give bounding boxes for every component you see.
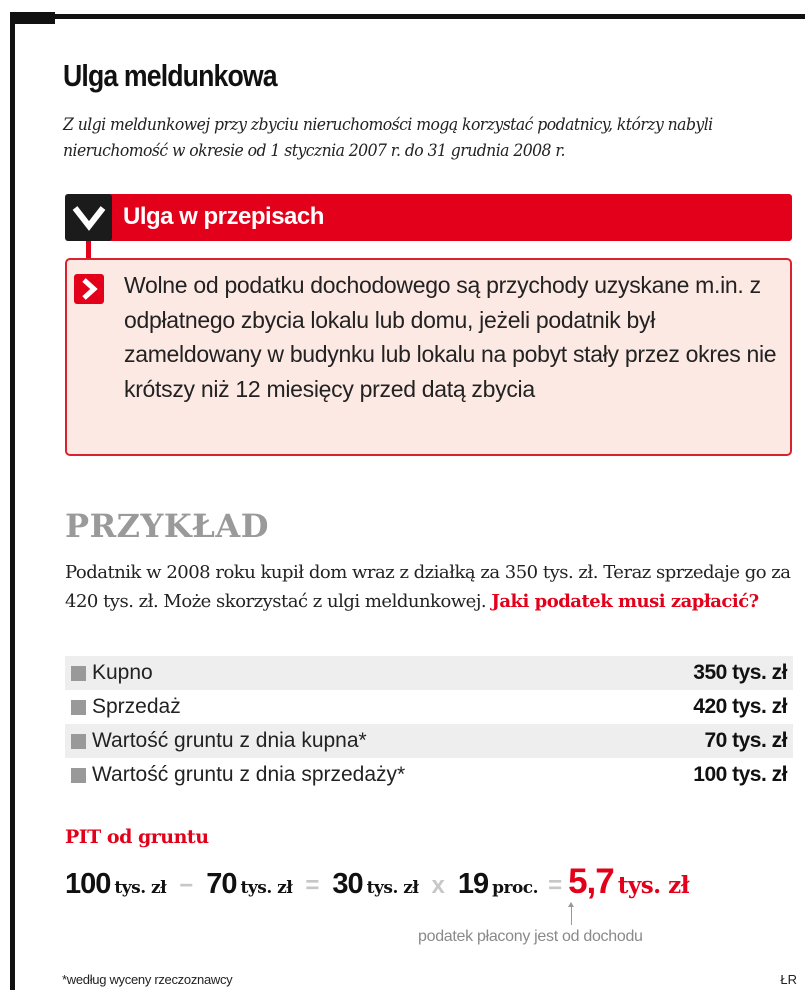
row-label-text: Wartość gruntu z dnia sprzedaży* bbox=[92, 763, 406, 786]
multiply-sign: x bbox=[431, 872, 445, 899]
row-label bbox=[71, 695, 181, 719]
eq-result: 5,7 bbox=[568, 862, 614, 901]
square-bullet-icon bbox=[71, 768, 86, 783]
example-text bbox=[65, 558, 800, 616]
footnote: *według wyceny rzeczoznawcy bbox=[62, 972, 233, 987]
table-row bbox=[65, 690, 793, 724]
table-row bbox=[65, 656, 793, 690]
chevron-right-icon bbox=[74, 274, 104, 304]
frame-corner bbox=[10, 12, 55, 24]
square-bullet-icon bbox=[71, 734, 86, 749]
eq-sale-land-value: 100 bbox=[65, 868, 111, 900]
example-body: Podatnik w 2008 roku kupił dom wraz z działką za 350 tys. zł. Teraz sprzedaje go za 420 tys. zł. Może skorzystać z ulgi meldunkowej. bbox=[65, 562, 791, 612]
square-bullet-icon bbox=[71, 666, 86, 681]
row-label-text: Sprzedaż bbox=[92, 695, 181, 718]
equals-sign: = bbox=[548, 872, 563, 899]
minus-sign: − bbox=[179, 872, 194, 899]
eq-unit: tys. zł bbox=[240, 878, 293, 898]
table-row bbox=[65, 758, 793, 792]
eq-tax-rate: 19 bbox=[457, 868, 489, 900]
frame-left-rule bbox=[10, 12, 15, 990]
row-label bbox=[71, 661, 153, 685]
arrow-up-icon bbox=[571, 903, 572, 925]
values-table bbox=[65, 656, 793, 792]
row-label-text: Kupno bbox=[92, 661, 153, 684]
pit-label: PIT od gruntu bbox=[65, 826, 209, 848]
row-value: 350 tys. zł bbox=[693, 661, 787, 684]
row-value: 70 tys. zł bbox=[704, 729, 787, 752]
lead-text: Z ulgi meldunkowej przy zbyciu nieruchomości mogą korzystać podatnicy, którzy nabyli nieruchomość w okresie od 1 stycznia 2007 r. do 31 grudnia 2008 r. bbox=[63, 115, 713, 161]
eq-unit: proc. bbox=[492, 878, 539, 898]
row-value: 100 tys. zł bbox=[693, 763, 787, 786]
page-title: Ulga meldunkowa bbox=[63, 58, 277, 93]
eq-result-unit: tys. zł bbox=[617, 872, 690, 899]
row-label bbox=[71, 763, 405, 787]
eq-income: 30 bbox=[332, 868, 363, 900]
row-label-text: Wartość gruntu z dnia kupna* bbox=[92, 729, 367, 752]
example-question: Jaki podatek musi zapłacić? bbox=[491, 591, 759, 612]
example-heading: PRZYKŁAD bbox=[65, 507, 269, 545]
rate-note: podatek płacony jest od dochodu bbox=[418, 928, 643, 945]
rule-text: Wolne od podatku dochodowego są przychody uzyskane m.in. z odpłatnego zbycia lokalu lub domu, jeżeli podatnik był zameldowany w budynku lub lokalu na pobyt stały przez okres nie krótszy niż 12 miesięcy przed datą zbycia bbox=[124, 272, 777, 402]
frame-top-rule bbox=[10, 14, 805, 19]
square-bullet-icon bbox=[71, 700, 86, 715]
chevron-down-icon bbox=[65, 194, 112, 241]
eq-unit: tys. zł bbox=[366, 878, 419, 898]
connector-line bbox=[86, 241, 91, 259]
equals-sign: = bbox=[305, 872, 320, 899]
rule-title: Ulga w przepisach bbox=[123, 203, 324, 230]
eq-purchase-land-value: 70 bbox=[206, 868, 237, 900]
table-row bbox=[65, 724, 793, 758]
pit-equation bbox=[65, 862, 795, 902]
row-value: 420 tys. zł bbox=[693, 695, 787, 718]
author-initials: ŁR bbox=[780, 972, 797, 987]
row-label bbox=[71, 729, 367, 753]
eq-unit: tys. zł bbox=[114, 878, 167, 898]
